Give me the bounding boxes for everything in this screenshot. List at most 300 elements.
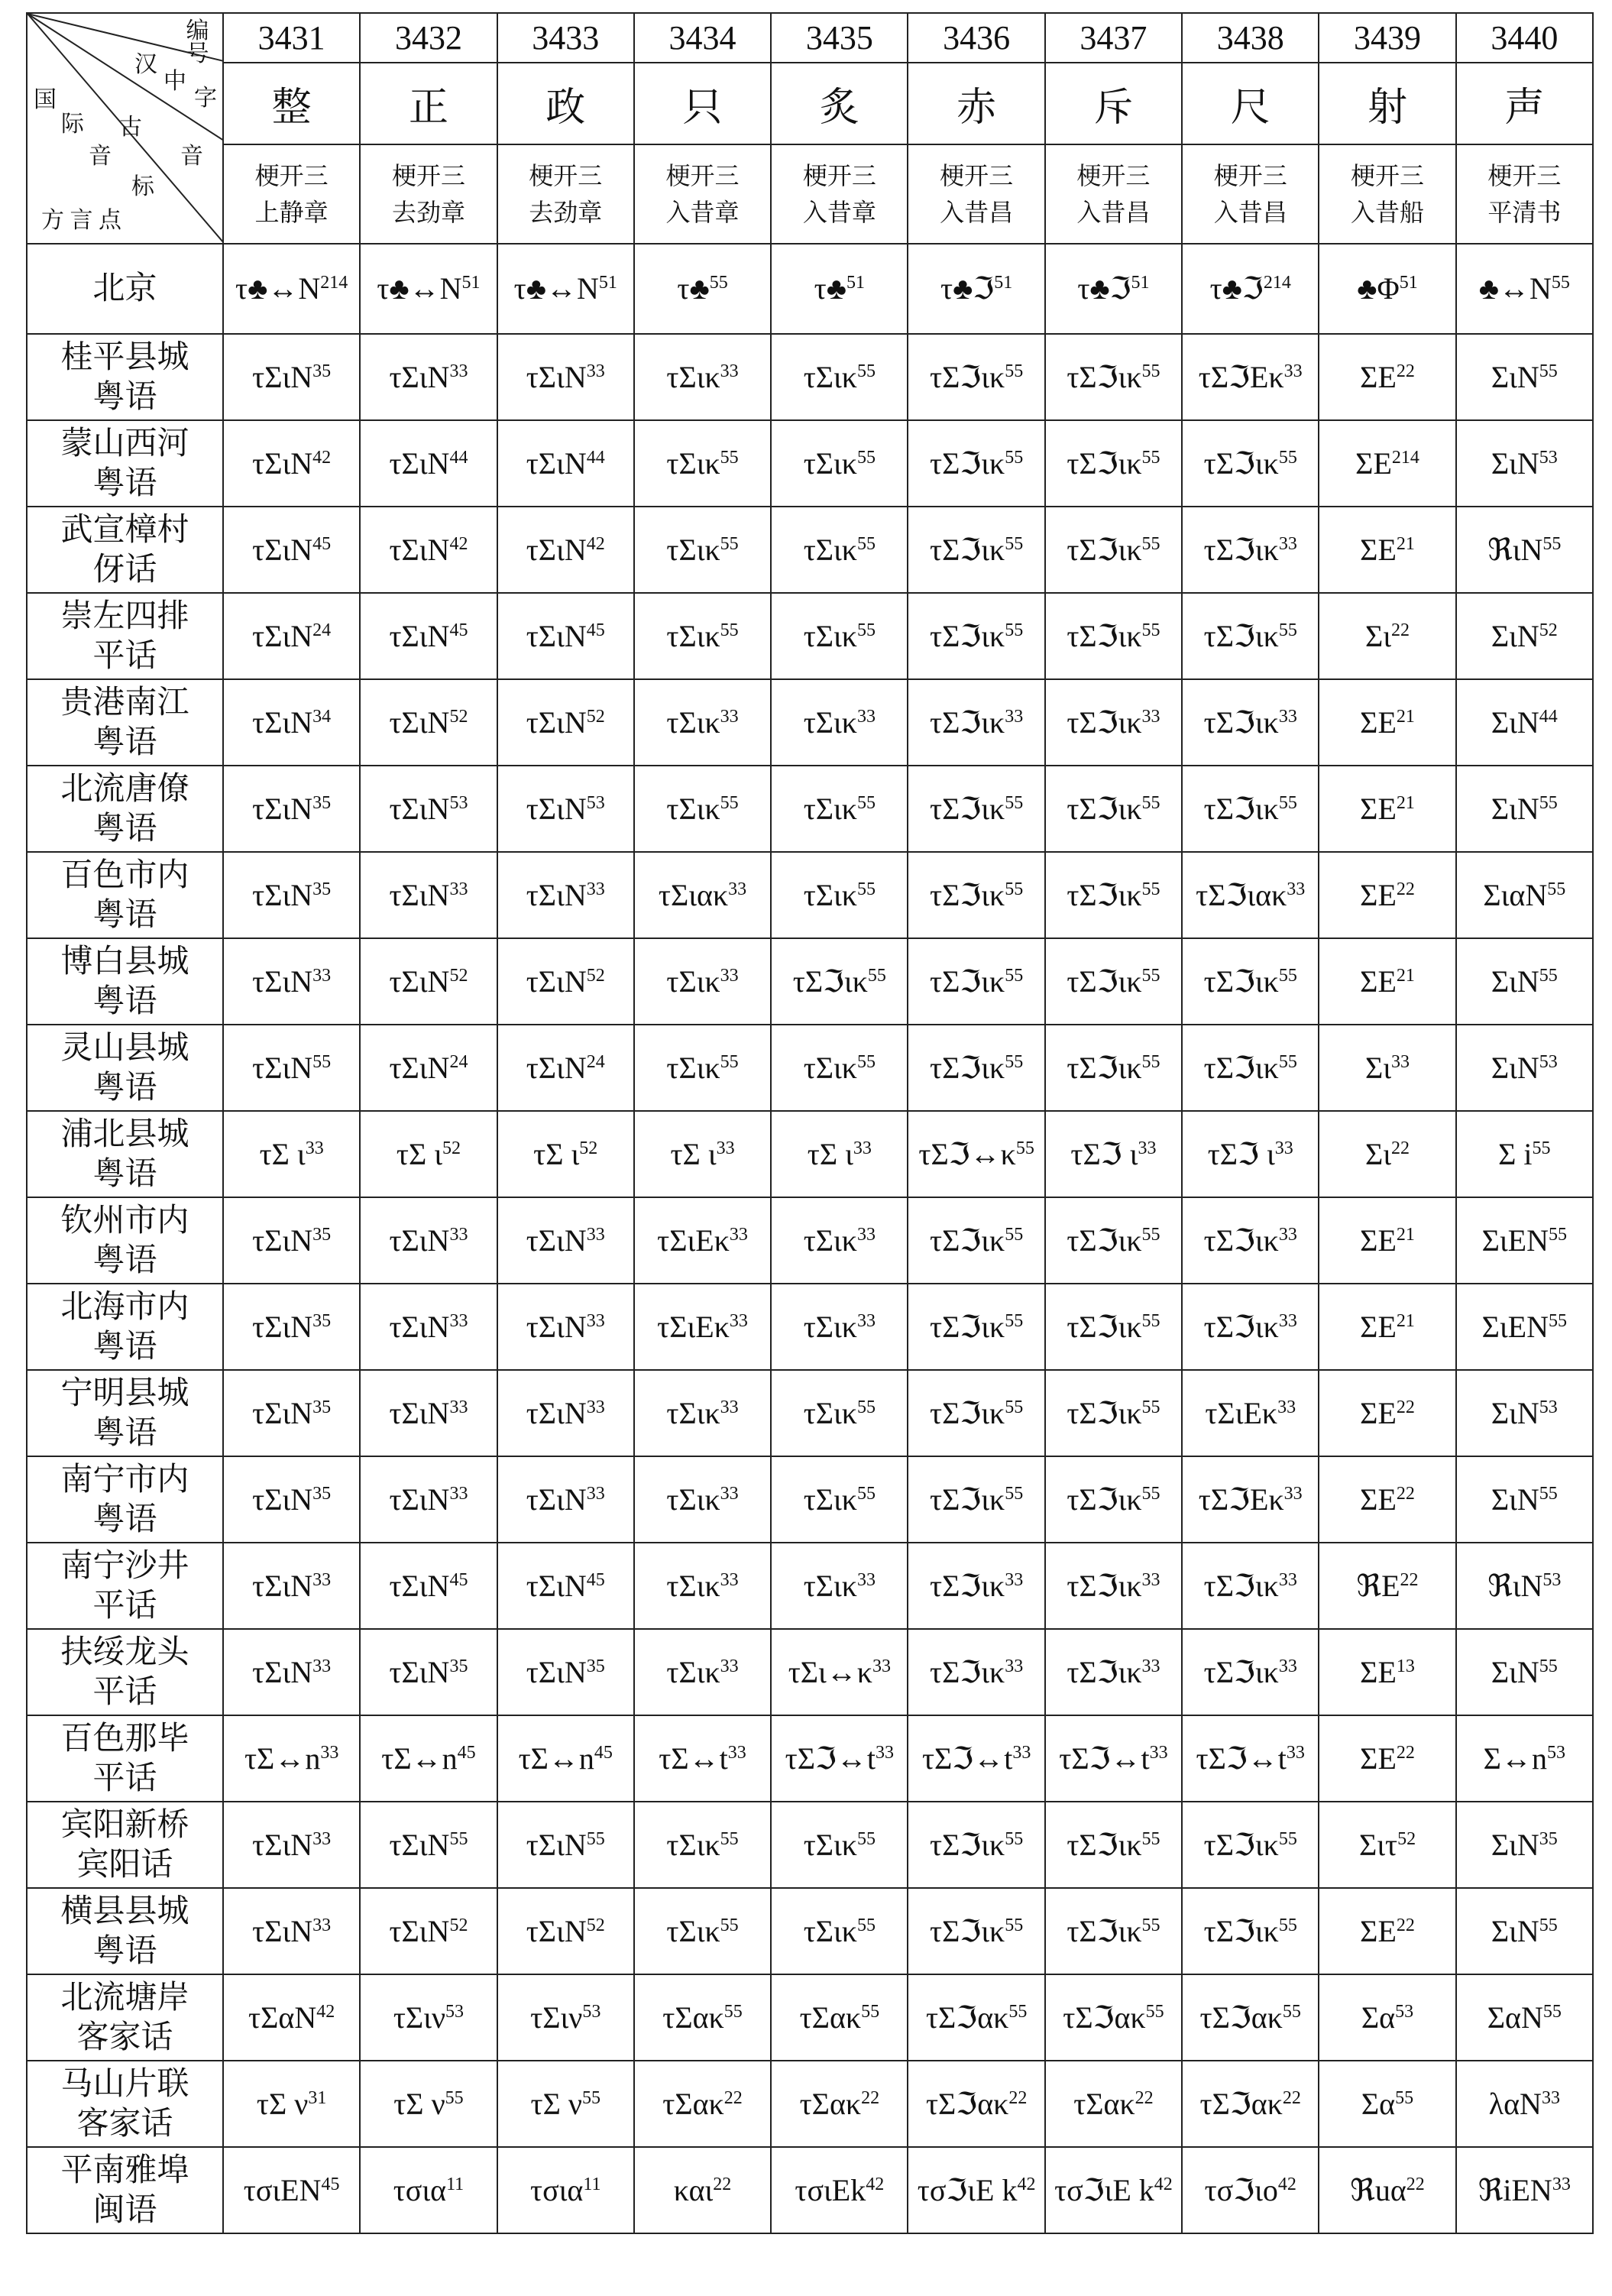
column-character: 只 — [634, 63, 771, 144]
dialect-place — [27, 1370, 223, 1456]
tone-value: 33 — [1005, 706, 1024, 727]
dialect-row — [27, 679, 1593, 766]
pronunciation-cell — [1319, 1888, 1455, 1974]
middle-chinese-line-2: 上静章 — [254, 199, 329, 227]
pronunciation-cell — [1319, 2147, 1455, 2233]
dialect-place-line: 南宁市内 — [60, 1462, 189, 1498]
pronunciation-ipa: τΣιN — [389, 1395, 450, 1430]
pronunciation-cell — [360, 938, 497, 1025]
corner-label-zi: 字 — [194, 86, 217, 111]
pronunciation-cell — [908, 852, 1044, 938]
tone-value: 42 — [1154, 2174, 1173, 2194]
tone-value: 55 — [1278, 447, 1297, 468]
pronunciation-cell — [908, 1284, 1044, 1370]
pronunciation-ipa: τΣικ — [666, 1568, 720, 1603]
pronunciation-cell — [497, 1197, 634, 1284]
corner-label-han: 汉 — [134, 52, 157, 77]
pronunciation-cell — [1182, 1629, 1319, 1715]
pronunciation-cell — [1045, 593, 1182, 679]
pronunciation-cell — [360, 1456, 497, 1543]
tone-value: 55 — [1141, 965, 1160, 986]
pronunciation-cell — [908, 593, 1044, 679]
column-character: 整 — [223, 63, 360, 144]
tone-value: 55 — [1278, 1828, 1297, 1849]
pronunciation-ipa: ΣE — [1360, 704, 1397, 740]
pronunciation-cell — [1456, 852, 1593, 938]
pronunciation-cell — [908, 1025, 1044, 1111]
tone-value: 35 — [312, 1483, 332, 1504]
tone-value: 42 — [316, 2001, 335, 2022]
tone-value: 55 — [1005, 1051, 1024, 1072]
tone-value: 51 — [846, 273, 865, 293]
pronunciation-cell — [497, 938, 634, 1025]
pronunciation-cell — [634, 1025, 771, 1111]
pronunciation-cell — [1045, 1197, 1182, 1284]
tone-value: 33 — [586, 1310, 605, 1331]
tone-value: 33 — [449, 1310, 468, 1331]
tone-value: 33 — [728, 879, 747, 899]
tone-value: 55 — [1005, 879, 1024, 899]
tone-value: 55 — [1008, 2001, 1028, 2022]
column-character: 赤 — [908, 63, 1044, 144]
dialect-place-line: 崇左四排 — [60, 598, 189, 634]
tone-value: 55 — [720, 620, 739, 640]
pronunciation-cell — [360, 1370, 497, 1456]
tone-value: 51 — [598, 273, 617, 293]
tone-value: 42 — [586, 533, 605, 554]
pronunciation-ipa: τΣιN — [526, 704, 587, 740]
pronunciation-ipa: τ♣↔N — [377, 271, 462, 306]
dialect-place-line: 宾阳话 — [76, 1847, 173, 1883]
pronunciation-cell — [1319, 852, 1455, 938]
pronunciation-cell — [1045, 852, 1182, 938]
pronunciation-cell — [1182, 1888, 1319, 1974]
dialect-place-line: 马山片联 — [60, 2066, 189, 2102]
tone-value: 55 — [1141, 1051, 1160, 1072]
pronunciation-cell — [771, 1456, 908, 1543]
dialect-row — [27, 1370, 1593, 1456]
pronunciation-ipa: τΣιN — [526, 1309, 587, 1344]
pronunciation-cell — [223, 2061, 360, 2147]
tone-value: 21 — [1396, 533, 1415, 554]
corner-label-ji: 际 — [61, 112, 84, 137]
column-middle-chinese — [223, 144, 360, 244]
dialect-place — [27, 1888, 223, 1974]
pronunciation-ipa: τΣιN — [526, 1050, 587, 1085]
pronunciation-ipa: τΣℑικ — [930, 1654, 1005, 1689]
pronunciation-cell — [771, 766, 908, 852]
pronunciation-ipa: τΣ↔n — [518, 1741, 594, 1776]
tone-value: 33 — [449, 1483, 468, 1504]
tone-value: 55 — [1542, 533, 1562, 554]
pronunciation-cell — [634, 1629, 771, 1715]
column-number: 3440 — [1456, 13, 1593, 63]
tone-value: 44 — [1539, 706, 1558, 727]
column-character: 正 — [360, 63, 497, 144]
tone-value: 51 — [994, 273, 1013, 293]
column-middle-chinese — [634, 144, 771, 244]
pronunciation-cell — [497, 1888, 634, 1974]
tone-value: 42 — [866, 2174, 885, 2194]
tone-value: 42 — [312, 447, 332, 468]
tone-value: 55 — [856, 1828, 876, 1849]
tone-value: 53 — [1546, 1742, 1565, 1763]
pronunciation-ipa: τΣικ — [666, 618, 720, 653]
tone-value: 33 — [586, 1483, 605, 1504]
pronunciation-cell — [223, 420, 360, 507]
pronunciation-ipa: τΣℑ↔t — [1059, 1741, 1150, 1776]
pronunciation-ipa: τΣℑικ — [930, 618, 1005, 653]
pronunciation-ipa: τΣ ι — [259, 1136, 306, 1171]
tone-value: 55 — [1141, 1483, 1160, 1504]
tone-value: 55 — [1278, 792, 1297, 813]
pronunciation-ipa: τΣικ — [666, 532, 720, 567]
pronunciation-cell — [1182, 507, 1319, 593]
pronunciation-ipa: ℜiEN — [1478, 2172, 1552, 2207]
tone-value: 33 — [586, 1397, 605, 1417]
dialect-row — [27, 420, 1593, 507]
pronunciation-cell — [360, 1715, 497, 1802]
pronunciation-cell — [1319, 244, 1455, 334]
pronunciation-cell — [497, 420, 634, 507]
tone-value: 11 — [446, 2174, 465, 2194]
pronunciation-ipa: ΣE — [1360, 532, 1397, 567]
pronunciation-ipa: τΣℑικ — [1067, 1654, 1142, 1689]
tone-value: 33 — [1278, 1310, 1297, 1331]
pronunciation-ipa: τΣικ — [803, 1913, 857, 1948]
dialect-row — [27, 1111, 1593, 1197]
pronunciation-cell — [908, 1715, 1044, 1802]
pronunciation-cell — [1319, 679, 1455, 766]
pronunciation-ipa: τΣικ — [666, 1050, 720, 1085]
tone-value: 45 — [449, 620, 468, 640]
column-middle-chinese — [497, 144, 634, 244]
pronunciation-cell — [634, 593, 771, 679]
tone-value: 55 — [1005, 533, 1024, 554]
pronunciation-ipa: τΣℑικ — [1067, 791, 1142, 826]
pronunciation-ipa: τΣιN — [252, 445, 313, 481]
pronunciation-cell — [908, 2147, 1044, 2233]
pronunciation-ipa: τΣιN — [252, 1827, 313, 1862]
tone-value: 24 — [312, 620, 332, 640]
pronunciation-ipa: τΣιN — [526, 1913, 587, 1948]
pronunciation-cell — [223, 766, 360, 852]
tone-value: 53 — [1539, 1051, 1558, 1072]
pronunciation-ipa: τΣιN — [389, 618, 450, 653]
tone-value: 52 — [586, 1915, 605, 1935]
tone-value: 55 — [445, 2087, 464, 2108]
dialect-place — [27, 938, 223, 1025]
dialect-row — [27, 1025, 1593, 1111]
tone-value: 33 — [449, 1397, 468, 1417]
tone-value: 33 — [872, 1656, 891, 1676]
dialect-place-line: 桂平县城 — [60, 339, 189, 375]
pronunciation-ipa: τΣιN — [389, 532, 450, 567]
dialect-place — [27, 593, 223, 679]
pronunciation-ipa: τΣικ — [666, 359, 720, 394]
pronunciation-cell — [497, 244, 634, 334]
pronunciation-cell — [908, 1456, 1044, 1543]
tone-value: 55 — [856, 1483, 876, 1504]
tone-value: 214 — [1391, 447, 1419, 468]
pronunciation-ipa: ΣιN — [1491, 1050, 1539, 1085]
pronunciation-cell — [1182, 593, 1319, 679]
tone-value: 35 — [312, 1397, 332, 1417]
pronunciation-ipa: Σα — [1361, 2086, 1396, 2121]
pronunciation-ipa: τΣ ν — [530, 2086, 582, 2121]
pronunciation-cell — [771, 938, 908, 1025]
pronunciation-cell — [908, 1111, 1044, 1197]
pronunciation-ipa: ΣE — [1355, 445, 1392, 481]
tone-value: 42 — [1277, 2174, 1296, 2194]
pronunciation-cell — [1319, 938, 1455, 1025]
pronunciation-ipa: τΣιN — [389, 1913, 450, 1948]
pronunciation-ipa: τΣικ — [803, 359, 857, 394]
pronunciation-cell — [1456, 1888, 1593, 1974]
pronunciation-ipa: ♣Φ — [1357, 271, 1400, 306]
middle-chinese-line-1: 梗开三 — [529, 162, 603, 190]
pronunciation-cell — [771, 1111, 908, 1197]
pronunciation-cell — [1045, 1629, 1182, 1715]
pronunciation-cell — [771, 1284, 908, 1370]
pronunciation-ipa: ℜuα — [1350, 2172, 1406, 2207]
pronunciation-ipa: τΣιN — [389, 791, 450, 826]
pronunciation-ipa: τΣι↔κ — [788, 1654, 872, 1689]
corner-label-guo: 国 — [34, 87, 57, 112]
tone-value: 55 — [1282, 2001, 1301, 2022]
pronunciation-ipa: τΣ ι — [396, 1136, 442, 1171]
tone-value: 22 — [1391, 620, 1410, 640]
pronunciation-ipa: τΣℑικ — [1067, 1568, 1142, 1603]
column-character: 斥 — [1045, 63, 1182, 144]
tone-value: 55 — [586, 1828, 605, 1849]
tone-value: 55 — [867, 965, 886, 986]
tone-value: 33 — [720, 1656, 739, 1676]
pronunciation-ipa: τΣικ — [803, 1309, 857, 1344]
pronunciation-ipa: τΣιN — [252, 877, 313, 912]
tone-value: 53 — [1542, 1569, 1562, 1590]
pronunciation-cell — [1319, 1284, 1455, 1370]
pronunciation-cell — [771, 244, 908, 334]
pronunciation-ipa: τΣιN — [526, 1482, 587, 1517]
dialect-table-sheet — [26, 12, 1592, 2234]
pronunciation-cell — [908, 1197, 1044, 1284]
pronunciation-ipa: τΣιN — [526, 1222, 587, 1258]
pronunciation-cell — [360, 1284, 497, 1370]
pronunciation-ipa: τΣℑEκ — [1198, 359, 1284, 394]
pronunciation-cell — [223, 1111, 360, 1197]
pronunciation-ipa: τΣℑικ — [930, 359, 1005, 394]
pronunciation-cell — [771, 1543, 908, 1629]
tone-value: 33 — [1552, 2174, 1571, 2194]
pronunciation-ipa: τΣℑEκ — [1198, 1482, 1284, 1517]
pronunciation-cell — [634, 766, 771, 852]
dialect-row — [27, 2061, 1593, 2147]
tone-value: 33 — [720, 1569, 739, 1590]
tone-value: 11 — [583, 2174, 601, 2194]
tone-value: 33 — [727, 1742, 746, 1763]
tone-value: 13 — [1396, 1656, 1415, 1676]
pronunciation-cell — [497, 1715, 634, 1802]
pronunciation-cell — [1319, 2061, 1455, 2147]
tone-value: 45 — [321, 2174, 340, 2194]
pronunciation-ipa: τσℑιο — [1204, 2172, 1278, 2207]
dialect-place-line: 北京 — [92, 271, 157, 306]
tone-value: 45 — [586, 1569, 605, 1590]
pronunciation-ipa: ΣιN — [1491, 618, 1539, 653]
tone-value: 33 — [876, 1742, 895, 1763]
tone-value: 33 — [1141, 1569, 1160, 1590]
tone-value: 55 — [1395, 2087, 1414, 2108]
pronunciation-cell — [771, 1025, 908, 1111]
pronunciation-cell — [1319, 1974, 1455, 2061]
pronunciation-ipa: τΣιN — [389, 359, 450, 394]
tone-value: 31 — [308, 2087, 327, 2108]
dialect-row — [27, 507, 1593, 593]
pronunciation-ipa: τΣιN — [526, 445, 587, 481]
pronunciation-ipa: ΣE — [1360, 1395, 1397, 1430]
pronunciation-cell — [634, 244, 771, 334]
tone-value: 42 — [449, 533, 468, 554]
pronunciation-ipa: τσιEk — [795, 2172, 866, 2207]
column-character: 射 — [1319, 63, 1455, 144]
corner-label-gu: 古 — [119, 115, 142, 140]
tone-value: 33 — [312, 1569, 332, 1590]
pronunciation-ipa: ΣιN — [1491, 1827, 1539, 1862]
pronunciation-ipa: τΣικ — [666, 704, 720, 740]
pronunciation-ipa: τΣικ — [666, 445, 720, 481]
pronunciation-cell — [771, 1197, 908, 1284]
pronunciation-cell — [908, 938, 1044, 1025]
pronunciation-cell — [1456, 1197, 1593, 1284]
tone-value: 33 — [1138, 1138, 1157, 1158]
pronunciation-ipa: τΣιN — [252, 359, 313, 394]
pronunciation-ipa: τΣιN — [389, 1309, 450, 1344]
column-middle-chinese — [908, 144, 1044, 244]
pronunciation-cell — [223, 1284, 360, 1370]
pronunciation-ipa: τΣιN — [526, 1395, 587, 1430]
pronunciation-cell — [1182, 2061, 1319, 2147]
tone-value: 55 — [1547, 879, 1566, 899]
pronunciation-ipa: τΣℑικ — [1067, 1222, 1142, 1258]
pronunciation-cell — [1319, 1629, 1455, 1715]
dialect-place-line: 博白县城 — [60, 944, 189, 980]
tone-value: 55 — [1141, 792, 1160, 813]
pronunciation-cell — [1456, 1284, 1593, 1370]
pronunciation-cell — [634, 1974, 771, 2061]
dialect-row — [27, 1974, 1593, 2061]
pronunciation-cell — [1456, 1974, 1593, 2061]
dialect-row — [27, 1802, 1593, 1888]
pronunciation-ipa: τΣℑικ — [930, 445, 1005, 481]
tone-value: 33 — [312, 1915, 332, 1935]
dialect-place-line: 贵港南江 — [60, 685, 189, 721]
tone-value: 24 — [586, 1051, 605, 1072]
dialect-row — [27, 1715, 1593, 1802]
dialect-place — [27, 766, 223, 852]
pronunciation-cell — [360, 2061, 497, 2147]
tone-value: 53 — [1539, 447, 1558, 468]
pronunciation-cell — [1182, 1802, 1319, 1888]
pronunciation-ipa: τΣℑικ — [1067, 532, 1142, 567]
dialect-place-line: 南宁沙井 — [60, 1548, 189, 1584]
pronunciation-cell — [223, 507, 360, 593]
pronunciation-cell — [908, 766, 1044, 852]
pronunciation-ipa: τΣℑακ — [1063, 2000, 1146, 2035]
pronunciation-ipa: τΣιN — [252, 963, 313, 999]
tone-value: 45 — [312, 533, 332, 554]
pronunciation-cell — [1182, 1543, 1319, 1629]
pronunciation-ipa: τΣℑικ — [1067, 1482, 1142, 1517]
pronunciation-ipa: τΣℑικ — [792, 963, 868, 999]
tone-value: 33 — [1287, 879, 1306, 899]
header-row-characters — [27, 63, 1593, 144]
pronunciation-ipa: τΣιN — [252, 1309, 313, 1344]
pronunciation-cell — [1319, 507, 1455, 593]
pronunciation-cell — [1182, 852, 1319, 938]
pronunciation-ipa: τΣιN — [252, 1050, 313, 1085]
pronunciation-cell — [1045, 1456, 1182, 1543]
tone-value: 55 — [1005, 1915, 1024, 1935]
pronunciation-ipa: τΣικ — [666, 1827, 720, 1862]
dialect-place-line: 武宣樟村 — [60, 512, 189, 548]
tone-value: 55 — [1141, 1397, 1160, 1417]
pronunciation-cell — [908, 334, 1044, 420]
tone-value: 55 — [1141, 361, 1160, 381]
column-number: 3439 — [1319, 13, 1455, 63]
pronunciation-cell — [771, 1974, 908, 2061]
pronunciation-cell — [1182, 679, 1319, 766]
tone-value: 55 — [856, 447, 876, 468]
tone-value: 35 — [1539, 1828, 1558, 1849]
tone-value: 33 — [720, 361, 739, 381]
tone-value: 55 — [720, 1915, 739, 1935]
dialect-place-line: 粤语 — [92, 1329, 157, 1365]
pronunciation-ipa: τΣιν — [393, 2000, 446, 2035]
middle-chinese-line-1: 梗开三 — [1076, 162, 1151, 190]
pronunciation-ipa: τΣ ι — [670, 1136, 717, 1171]
pronunciation-cell — [1456, 1456, 1593, 1543]
tone-value: 53 — [586, 792, 605, 813]
pronunciation-ipa: ΣE — [1360, 1309, 1397, 1344]
pronunciation-cell — [497, 1456, 634, 1543]
tone-value: 33 — [449, 361, 468, 381]
pronunciation-cell — [1319, 1543, 1455, 1629]
pronunciation-cell — [1319, 1370, 1455, 1456]
pronunciation-ipa: τΣικ — [666, 1395, 720, 1430]
pronunciation-ipa: τΣℑ↔κ — [918, 1136, 1016, 1171]
pronunciation-ipa: ΣιN — [1491, 963, 1539, 999]
pronunciation-ipa: τΣακ — [1073, 2086, 1135, 2121]
pronunciation-cell — [771, 420, 908, 507]
pronunciation-ipa: τΣℑικ — [1203, 1222, 1279, 1258]
tone-value: 34 — [312, 706, 332, 727]
pronunciation-cell — [360, 1543, 497, 1629]
tone-value: 55 — [856, 1397, 876, 1417]
pronunciation-ipa: τΣιN — [526, 359, 587, 394]
tone-value: 53 — [582, 2001, 601, 2022]
pronunciation-ipa: τΣℑικ — [930, 1913, 1005, 1948]
tone-value: 55 — [856, 1915, 876, 1935]
tone-value: 33 — [312, 1656, 332, 1676]
middle-chinese-line-1: 梗开三 — [1213, 162, 1287, 190]
tone-value: 22 — [1008, 2087, 1028, 2108]
tone-value: 52 — [449, 706, 468, 727]
tone-value: 53 — [1539, 1397, 1558, 1417]
tone-value: 33 — [856, 706, 876, 727]
pronunciation-cell — [1182, 1370, 1319, 1456]
pronunciation-ipa: τΣικ — [803, 704, 857, 740]
